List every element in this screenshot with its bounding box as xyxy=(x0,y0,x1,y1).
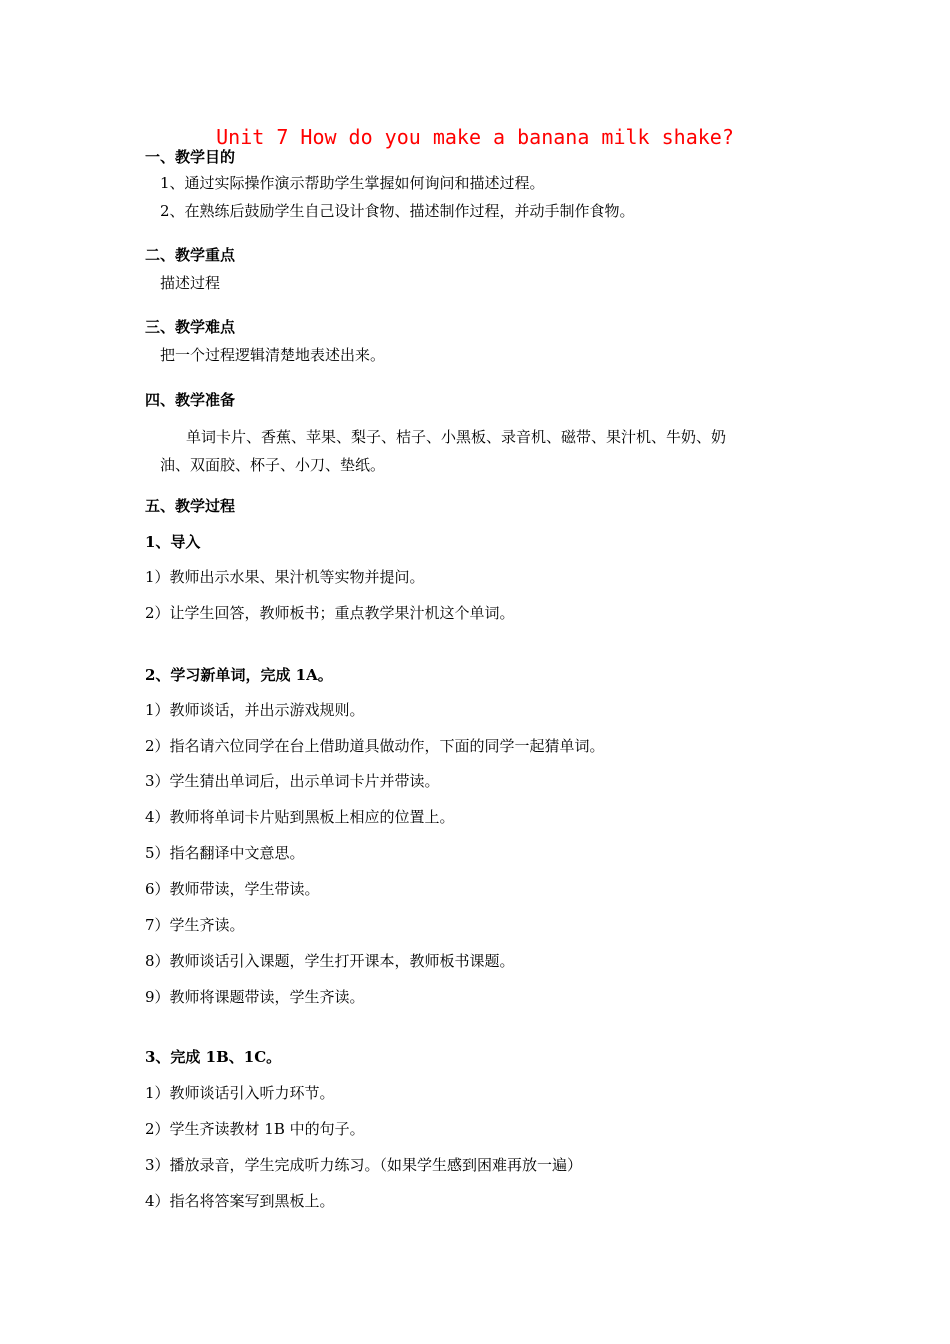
section-heading-procedure: 五、教学过程 xyxy=(145,497,236,515)
objective-item: 2、在熟练后鼓励学生自己设计食物、描述制作过程，并动手制作食物。 xyxy=(160,202,635,220)
difficulties-text: 把一个过程逻辑清楚地表述出来。 xyxy=(160,346,386,364)
step-item: 4）教师将单词卡片贴到黑板上相应的位置上。 xyxy=(145,808,455,826)
step-heading-intro: 1、导入 xyxy=(145,533,201,551)
preparation-text-line: 油、双面胶、杯子、小刀、垫纸。 xyxy=(160,456,386,474)
step-item: 2）让学生回答，教师板书；重点教学果汁机这个单词。 xyxy=(145,604,515,622)
document-title: Unit 7 How do you make a banana milk shake? xyxy=(216,125,734,149)
section-heading-preparation: 四、教学准备 xyxy=(145,391,236,409)
step-heading-new-words: 2、学习新单词，完成 1A。 xyxy=(145,666,333,684)
step-item: 5）指名翻译中文意思。 xyxy=(145,844,305,862)
key-points-text: 描述过程 xyxy=(160,274,221,292)
step-item: 2）学生齐读教材 1B 中的句子。 xyxy=(145,1120,365,1138)
step-item: 7）学生齐读。 xyxy=(145,916,245,934)
step-heading-listening: 3、完成 1B、1C。 xyxy=(145,1048,282,1066)
step-item: 1）教师谈话，并出示游戏规则。 xyxy=(145,701,365,719)
step-item: 3）学生猜出单词后，出示单词卡片并带读。 xyxy=(145,772,440,790)
objective-item: 1、通过实际操作演示帮助学生掌握如何询问和描述过程。 xyxy=(160,174,545,192)
step-item: 8）教师谈话引入课题，学生打开课本，教师板书课题。 xyxy=(145,952,515,970)
preparation-text-line: 单词卡片、香蕉、苹果、梨子、桔子、小黑板、录音机、磁带、果汁机、牛奶、奶 xyxy=(186,428,727,446)
step-item: 1）教师谈话引入听力环节。 xyxy=(145,1084,335,1102)
section-heading-objectives: 一、教学目的 xyxy=(145,148,236,166)
step-item: 3）播放录音，学生完成听力练习。（如果学生感到困难再放一遍） xyxy=(145,1156,583,1174)
step-item: 1）教师出示水果、果汁机等实物并提问。 xyxy=(145,568,425,586)
step-item: 4）指名将答案写到黑板上。 xyxy=(145,1192,335,1210)
step-item: 6）教师带读，学生带读。 xyxy=(145,880,320,898)
step-item: 2）指名请六位同学在台上借助道具做动作，下面的同学一起猜单词。 xyxy=(145,737,605,755)
section-heading-key-points: 二、教学重点 xyxy=(145,246,236,264)
section-heading-difficulties: 三、教学难点 xyxy=(145,318,236,336)
step-item: 9）教师将课题带读，学生齐读。 xyxy=(145,988,365,1006)
